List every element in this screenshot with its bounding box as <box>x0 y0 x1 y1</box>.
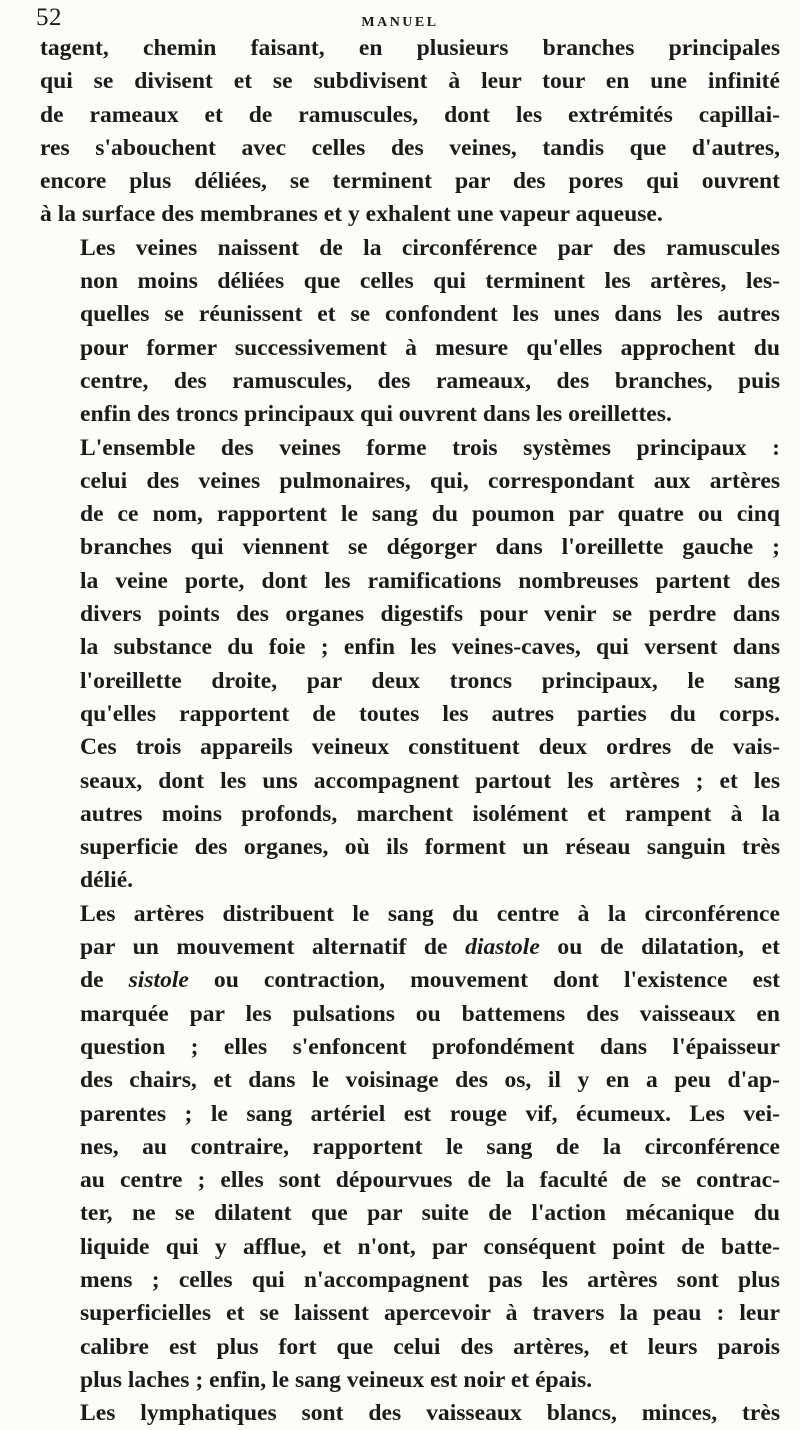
text-line: encore plus déliées, se terminent par des pores qui ouvrent <box>40 168 780 195</box>
text-line: à la surface des membranes et y exhalent une vapeur aqueuse. <box>40 201 663 228</box>
body-text <box>40 32 780 1430</box>
text-line: la veine porte, dont les ramifications nombreuses partent des <box>80 567 780 594</box>
paragraph <box>40 898 780 1397</box>
text-line: branches qui viennent se dégorger dans l'oreillette gauche ; <box>80 534 780 561</box>
text-line: plus laches ; enfin, le sang veineux est noir et épais. <box>80 1366 593 1393</box>
text-line: seaux, dont les uns accompagnent partout les artères ; et les <box>80 767 780 794</box>
text-line: celui des veines pulmonaires, qui, correspondant aux artères <box>80 467 780 494</box>
text-line: de ce nom, rapportent le sang du poumon par quatre ou cinq <box>80 501 780 528</box>
text-line: délié. <box>80 867 134 894</box>
text-line: L'ensemble des veines forme trois systèmes principaux : <box>80 434 780 461</box>
text-line: centre, des ramuscules, des rameaux, des branches, puis <box>80 367 780 394</box>
text-line: quelles se réunissent et se confondent les unes dans les autres <box>80 301 780 328</box>
text-line: de rameaux et de ramuscules, dont les extrémités capillai- <box>40 101 780 128</box>
paragraph <box>40 232 780 432</box>
running-title: MANUEL <box>361 15 439 30</box>
text-line: res s'abouchent avec celles des veines, tandis que d'autres, <box>40 134 780 161</box>
paragraph <box>40 32 780 232</box>
page-number: 52 <box>36 4 62 31</box>
text-line: Ces trois appareils veineux constituent deux ordres de vais- <box>80 734 780 761</box>
text-line: autres moins profonds, marchent isolément et rampent à la <box>80 800 780 827</box>
text-line: l'oreillette droite, par deux troncs principaux, le sang <box>80 667 780 694</box>
text-line: de sistole ou contraction, mouvement dont l'existence est <box>80 967 780 994</box>
text-line: superficielles et se laissent apercevoir à travers la peau : leur <box>80 1300 780 1327</box>
text-line: qui se divisent et se subdivisent à leur tour en une infinité <box>40 68 780 95</box>
text-line: Les lymphatiques sont des vaisseaux blancs, minces, très <box>80 1400 780 1427</box>
italic-term: diastole <box>465 934 540 961</box>
text-line: Les veines naissent de la circonférence par des ramuscules <box>80 234 780 261</box>
text-line: tagent, chemin faisant, en plusieurs branches principales <box>40 35 780 61</box>
text-line: marquée par les pulsations ou battemens des vaisseaux en <box>80 1000 780 1027</box>
text-line: divers points des organes digestifs pour venir se perdre dans <box>80 601 780 628</box>
text-line: ter, ne se dilatent que par suite de l'action mécanique du <box>80 1200 780 1227</box>
italic-term: sistole <box>128 967 189 994</box>
text-line: par un mouvement alternatif de diastole ou de dilatation, et <box>80 934 780 961</box>
text-line: la substance du foie ; enfin les veines-caves, qui versent dans <box>80 634 780 661</box>
text-line: mens ; celles qui n'accompagnent pas les artères sont plus <box>80 1266 780 1293</box>
paragraph <box>40 432 780 898</box>
text-line: au centre ; elles sont dépourvues de la faculté de se contrac- <box>80 1167 780 1194</box>
text-line: parentes ; le sang artériel est rouge vif, écumeux. Les vei- <box>80 1100 780 1127</box>
text-line: nes, au contraire, rapportent le sang de la circonférence <box>80 1133 780 1160</box>
text-line: pour former successivement à mesure qu'elles approchent du <box>80 334 780 361</box>
text-line: calibre est plus fort que celui des artères, et leurs parois <box>80 1333 780 1360</box>
text-line: Les artères distribuent le sang du centre à la circonférence <box>80 900 780 927</box>
text-line: superficie des organes, où ils forment un réseau sanguin très <box>80 834 780 861</box>
text-line: question ; elles s'enfoncent profondément dans l'épaisseur <box>80 1033 780 1060</box>
text-line: des chairs, et dans le voisinage des os, il y en a peu d'ap- <box>80 1067 780 1094</box>
paragraph <box>40 1397 780 1430</box>
text-line: enfin des troncs principaux qui ouvrent dans les oreillettes. <box>80 401 672 428</box>
text-line: liquide qui y afflue, et n'ont, par conséquent point de batte- <box>80 1233 780 1260</box>
text-line: non moins déliées que celles qui terminent les artères, les- <box>80 268 780 295</box>
text-line: qu'elles rapportent de toutes les autres parties du corps. <box>80 700 780 727</box>
